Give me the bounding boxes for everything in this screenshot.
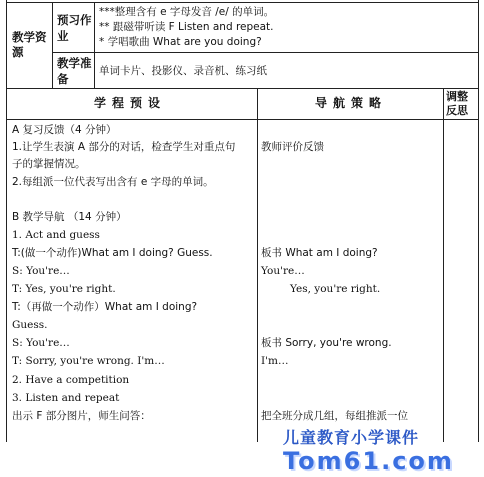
site-watermark-logo <box>255 425 484 477</box>
process-line: B 教学导航 （14 分钟） <box>12 211 127 223</box>
preview-line-3: * 学唱歌曲 What are you doing? <box>99 36 262 48</box>
process-line: 2.每组派一位代表写出含有 e 字母的单词。 <box>12 176 214 188</box>
process-line: T: Yes, you're right. <box>12 283 116 295</box>
guide-line: 把全班分成几组，每组推派一位 <box>261 410 408 422</box>
process-line: 出示 F 部分图片，师生问答： <box>12 410 151 422</box>
column-header-reflect: 调整反思 <box>446 90 468 117</box>
preview-label: 预习作业 <box>57 13 92 43</box>
preview-line-2: ** 跟磁带听读 F Listen and repeat. <box>99 21 274 33</box>
guide-line: You're… <box>261 265 305 277</box>
column-header-process: 学程预设 <box>94 96 167 110</box>
process-line: 子的掌握情况。 <box>12 158 86 170</box>
prep-label: 教学准备 <box>57 56 92 86</box>
process-line: 1. Act and guess <box>12 229 100 241</box>
column-header-guide: 导航策略 <box>315 96 388 110</box>
process-guide-divider <box>257 88 258 442</box>
process-line: Guess. <box>12 319 48 331</box>
watermark-bottom-text: Tom61.com <box>283 447 454 475</box>
process-line: T:(做一个动作)What am I doing? Guess. <box>12 247 213 259</box>
guide-line: 板书 What am I doing? <box>261 247 378 259</box>
guide-line: 板书 Sorry, you're wrong. <box>261 337 392 349</box>
table-border-right <box>478 0 479 442</box>
process-line: 1.让学生表演 A 部分的对话，检查学生对重点句 <box>12 141 236 153</box>
resources-divider <box>52 2 53 89</box>
watermark-top-text: 儿童教育小学课件 <box>283 428 420 447</box>
preview-row-divider <box>52 52 479 53</box>
process-line: S: You're… <box>12 337 70 349</box>
preview-line-1: ***整理含有 e 字母发音 /e/ 的单词。 <box>99 6 275 18</box>
process-line: 3. Listen and repeat <box>12 392 120 404</box>
process-line: 2. Have a competition <box>12 374 130 386</box>
table-top-line <box>6 2 479 3</box>
table-border-left <box>6 0 7 442</box>
prep-text: 单词卡片、投影仪、录音机、练习纸 <box>99 65 267 77</box>
guide-line: Yes, you're right. <box>290 283 381 295</box>
process-line: S: You're… <box>12 265 70 277</box>
column-header-bottom-line <box>6 119 479 120</box>
guide-reflect-divider <box>443 88 444 442</box>
process-line: T: Sorry, you're wrong. I'm… <box>12 355 165 367</box>
guide-line: I'm… <box>261 355 289 367</box>
process-line: T:（再做一个动作）What am I doing? <box>12 301 198 313</box>
label-divider <box>94 2 95 89</box>
process-line: A 复习反馈（4 分钟） <box>12 124 117 136</box>
resources-label: 教学资源 <box>12 30 47 59</box>
header-rows-bottom-line <box>6 88 479 89</box>
guide-line: 教师评价反馈 <box>261 141 324 153</box>
